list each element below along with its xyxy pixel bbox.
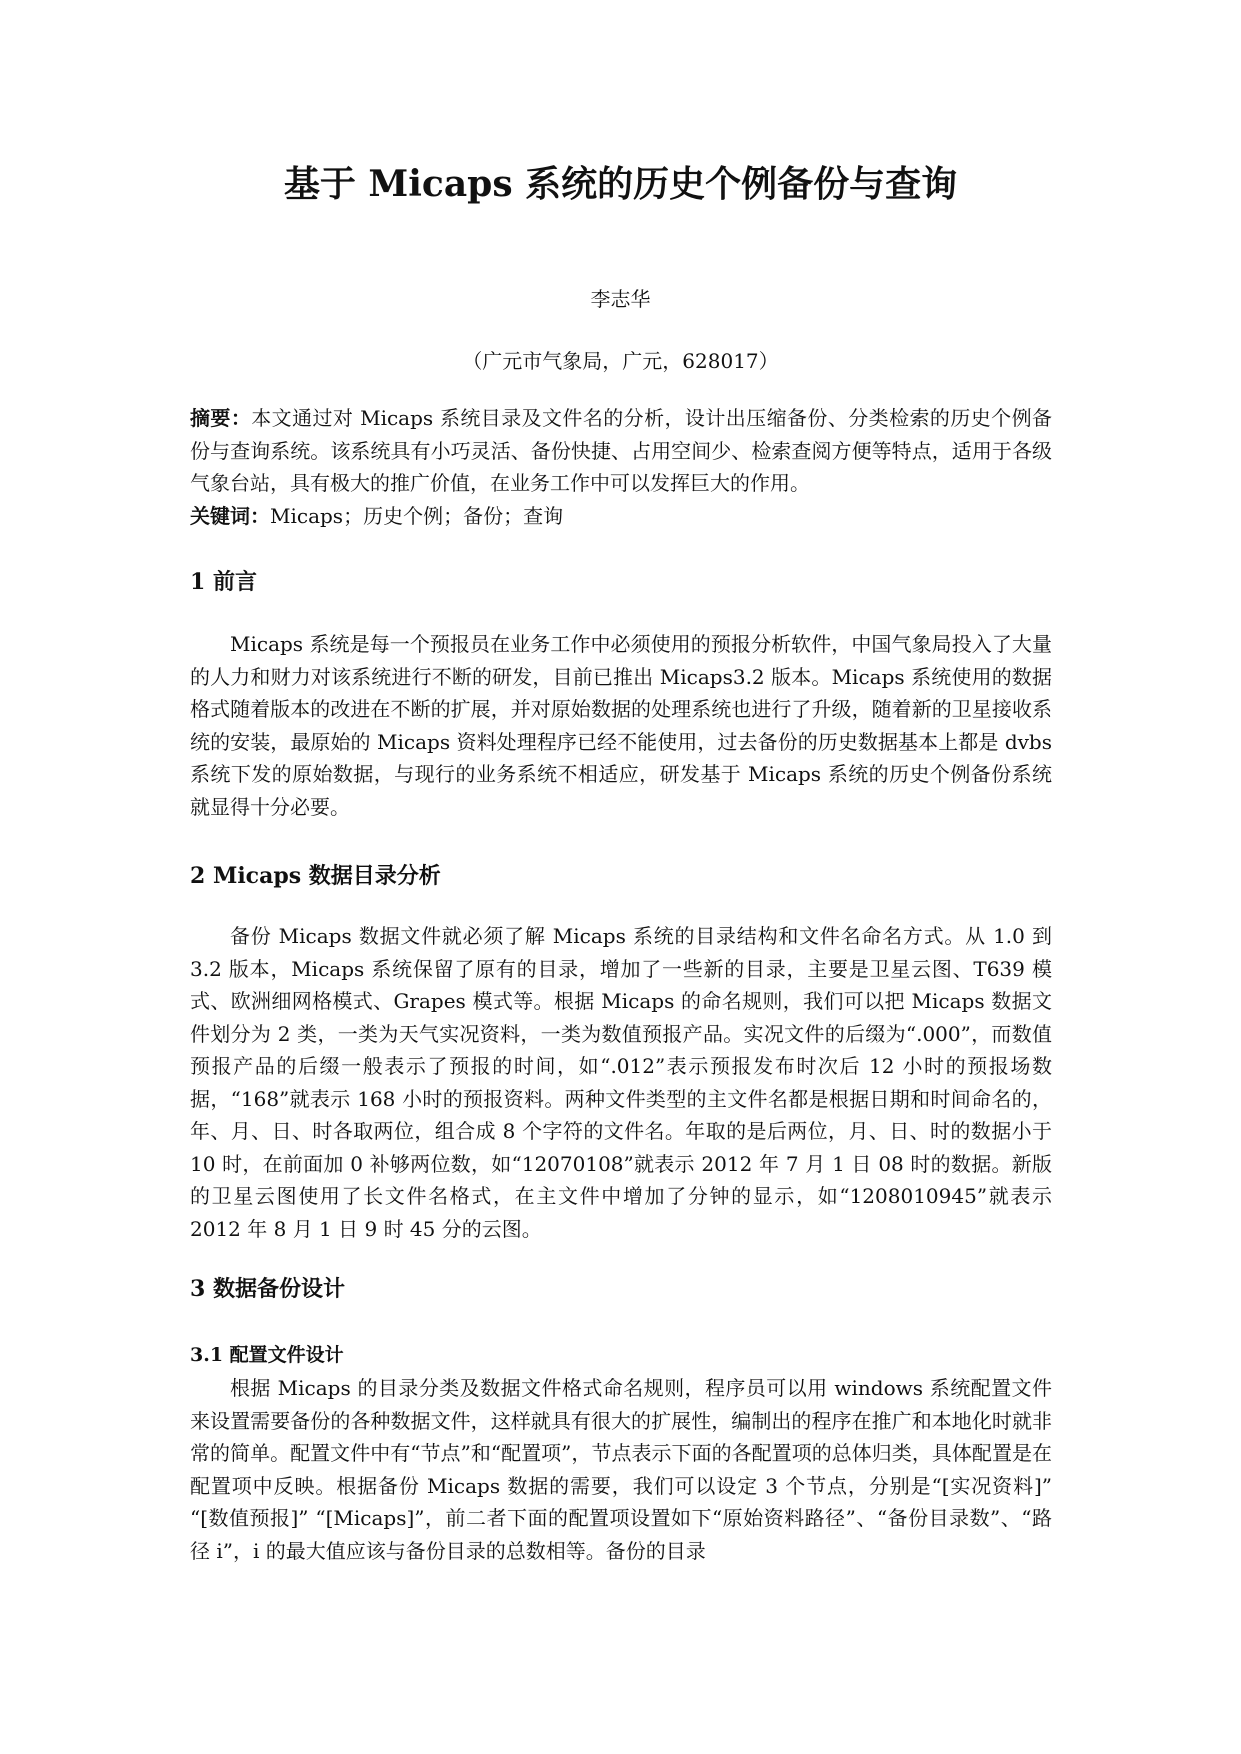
section-heading-backup-design: 3 数据备份设计 (190, 1276, 345, 1302)
abstract-label: 摘要： (190, 406, 252, 430)
section-paragraph-intro: Micaps 系统是每一个预报员在业务工作中必须使用的预报分析软件，中国气象局投入了大量的人力和财力对该系统进行不断的研发，目前已推出 Micaps3.2 版本。Micaps 系统使用的数据格式随着版本的改进在不断的扩展，并对原始数据的处理系统也进行了升级，随着新的卫星接收系统的安装，最原始的 Micaps 资料处理程序已经不能使用，过去备份的历史数据基本上都是 dvbs 系统下发的原始数据，与现行的业务系统不相适应，研发基于 Micaps 系统的历史个例备份系统就显得十分必要。 (190, 632, 1052, 819)
keywords (190, 500, 1052, 533)
author-affiliation: （广元市气象局，广元，628017） (462, 349, 779, 373)
subsection-heading-config-file: 3.1 配置文件设计 (190, 1344, 344, 1366)
abstract (190, 402, 1052, 500)
abstract-text: 本文通过对 Micaps 系统目录及文件名的分析，设计出压缩备份、分类检索的历史个例备份与查询系统。该系统具有小巧灵活、备份快捷、占用空间少、检索查阅方便等特点，适用于各级气象台站，具有极大的推广价值，在业务工作中可以发挥巨大的作用。 (190, 406, 1053, 495)
section-paragraph-config-file: 根据 Micaps 的目录分类及数据文件格式命名规则，程序员可以用 windows 系统配置文件来设置需要备份的各种数据文件，这样就具有很大的扩展性，编制出的程序在推广和本地化时就非常的简单。配置文件中有“节点”和“配置项”，节点表示下面的各配置项的总体归类，具体配置是在配置项中反映。根据备份 Micaps 数据的需要，我们可以设定 3 个节点，分别是“[实况资料]” “[数值预报]” “[Micaps]”，前二者下面的配置项设置如下“原始资料路径”、“备份目录数”、“路径 i”，i 的最大值应该与备份目录的总数相等。备份的目录 (190, 1376, 1052, 1563)
keywords-text: Micaps；历史个例；备份；查询 (270, 504, 564, 528)
keywords-label: 关键词： (190, 504, 270, 528)
section-heading-directory-analysis: 2 Micaps 数据目录分析 (190, 863, 441, 889)
paper-title: 基于 Micaps 系统的历史个例备份与查询 (283, 163, 958, 205)
section-heading-intro: 1 前言 (190, 569, 257, 595)
author-name: 李志华 (590, 287, 651, 311)
section-paragraph-directory-analysis: 备份 Micaps 数据文件就必须了解 Micaps 系统的目录结构和文件名命名方式。从 1.0 到 3.2 版本，Micaps 系统保留了原有的目录，增加了一些新的目录，主要是卫星云图、T639 模式、欧洲细网格模式、Grapes 模式等。根据 Micaps 的命名规则，我们可以把 Micaps 数据文件划分为 2 类，一类为天气实况资料，一类为数值预报产品。实况文件的后缀为“.000”，而数值预报产品的后缀一般表示了预报的时间，如“.012”表示预报发布时次后 12 小时的预报场数据，“168”就表示 168 小时的预报资料。两种文件类型的主文件名都是根据日期和时间命名的，年、月、日、时各取两位，组合成 8 个字符的文件名。年取的是后两位，月、日、时的数据小于 10 时，在前面加 0 补够两位数，如“12070108”就表示 2012 年 7 月 1 日 08 时的数据。新版的卫星云图使用了长文件名格式，在主文件中增加了分钟的显示，如“1208010945”就表示 2012 年 8 月 1 日 9 时 45 分的云图。 (190, 924, 1052, 1241)
